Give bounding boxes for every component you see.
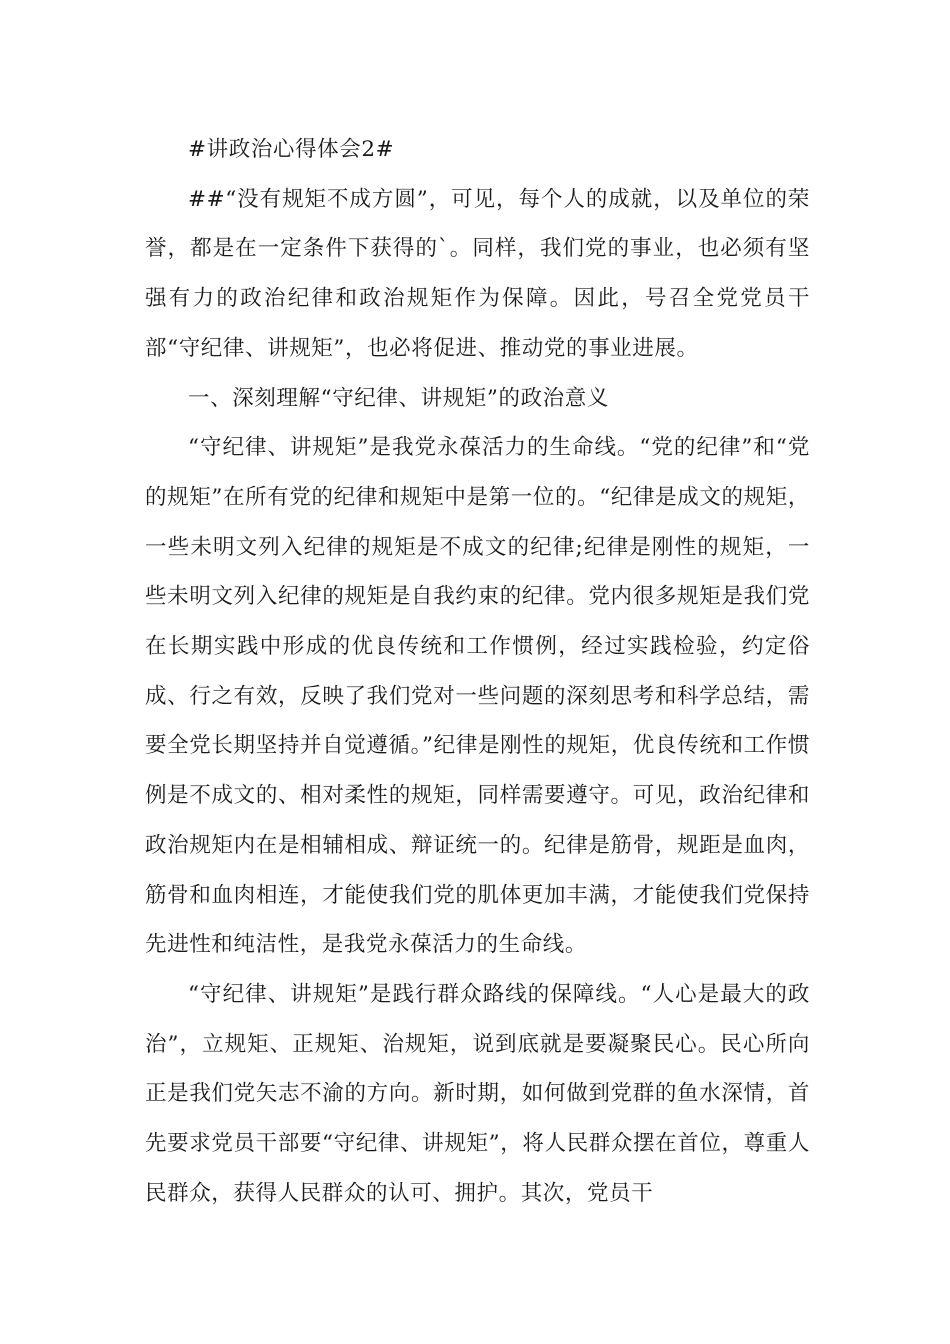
paragraph-discipline: “守纪律、讲规矩”是我党永葆活力的生命线。“党的纪律”和“党的规矩”在所有党的纪律和规矩中是第一位的。“纪律是成文的规矩，一些未明文列入纪律的规矩是不成文的纪律;纪律是刚性的规矩，一些未明文列入纪律的规矩是自我约束的纪律。党内很多规矩是我们党在长期实践中形成的优良传统和工作惯例，经过实践检验，约定俗成、行之有效，反映了我们党对一些问题的深刻思考和科学总结，需要全党长期坚持并自觉遵循。”纪律是刚性的规矩，优良传统和工作惯例是不成文的、相对柔性的规矩，同样需要遵守。可见，政治纪律和政治规矩内在是相辅相成、辩证统一的。纪律是筋骨，规距是血肉，筋骨和血肉相连，才能使我们党的肌体更加丰满，才能使我们党保持先进性和纯洁性，是我党永葆活力的生命线。 [145, 435, 810, 958]
document-body [145, 125, 810, 1218]
paragraph-intro: ##“没有规矩不成方圆”，可见，每个人的成就，以及单位的荣誉，都是在一定条件下获得的`。同样，我们党的事业，也必须有坚强有力的政治纪律和政治规矩作为保障。因此，号召全党党员干部“守纪律、讲规矩”，也必将促进、推动党的事业进展。 [145, 186, 810, 361]
subheading-one: 一、深刻理解“守纪律、讲规矩”的政治意义 [188, 385, 609, 411]
section-heading: #讲政治心得体会2# [188, 137, 395, 162]
paragraph-mass-line: “守纪律、讲规矩”是践行群众路线的保障线。“人心是最大的政治”，立规矩、正规矩、治规矩，说到底就是要凝聚民心。民心所向正是我们党矢志不渝的方向。新时期，如何做到党群的鱼水深情，首先要求党员干部要“守纪律、讲规矩”，将人民群众摆在首位，尊重人民群众，获得人民群众的认可、拥护。其次，党员干 [145, 981, 810, 1206]
